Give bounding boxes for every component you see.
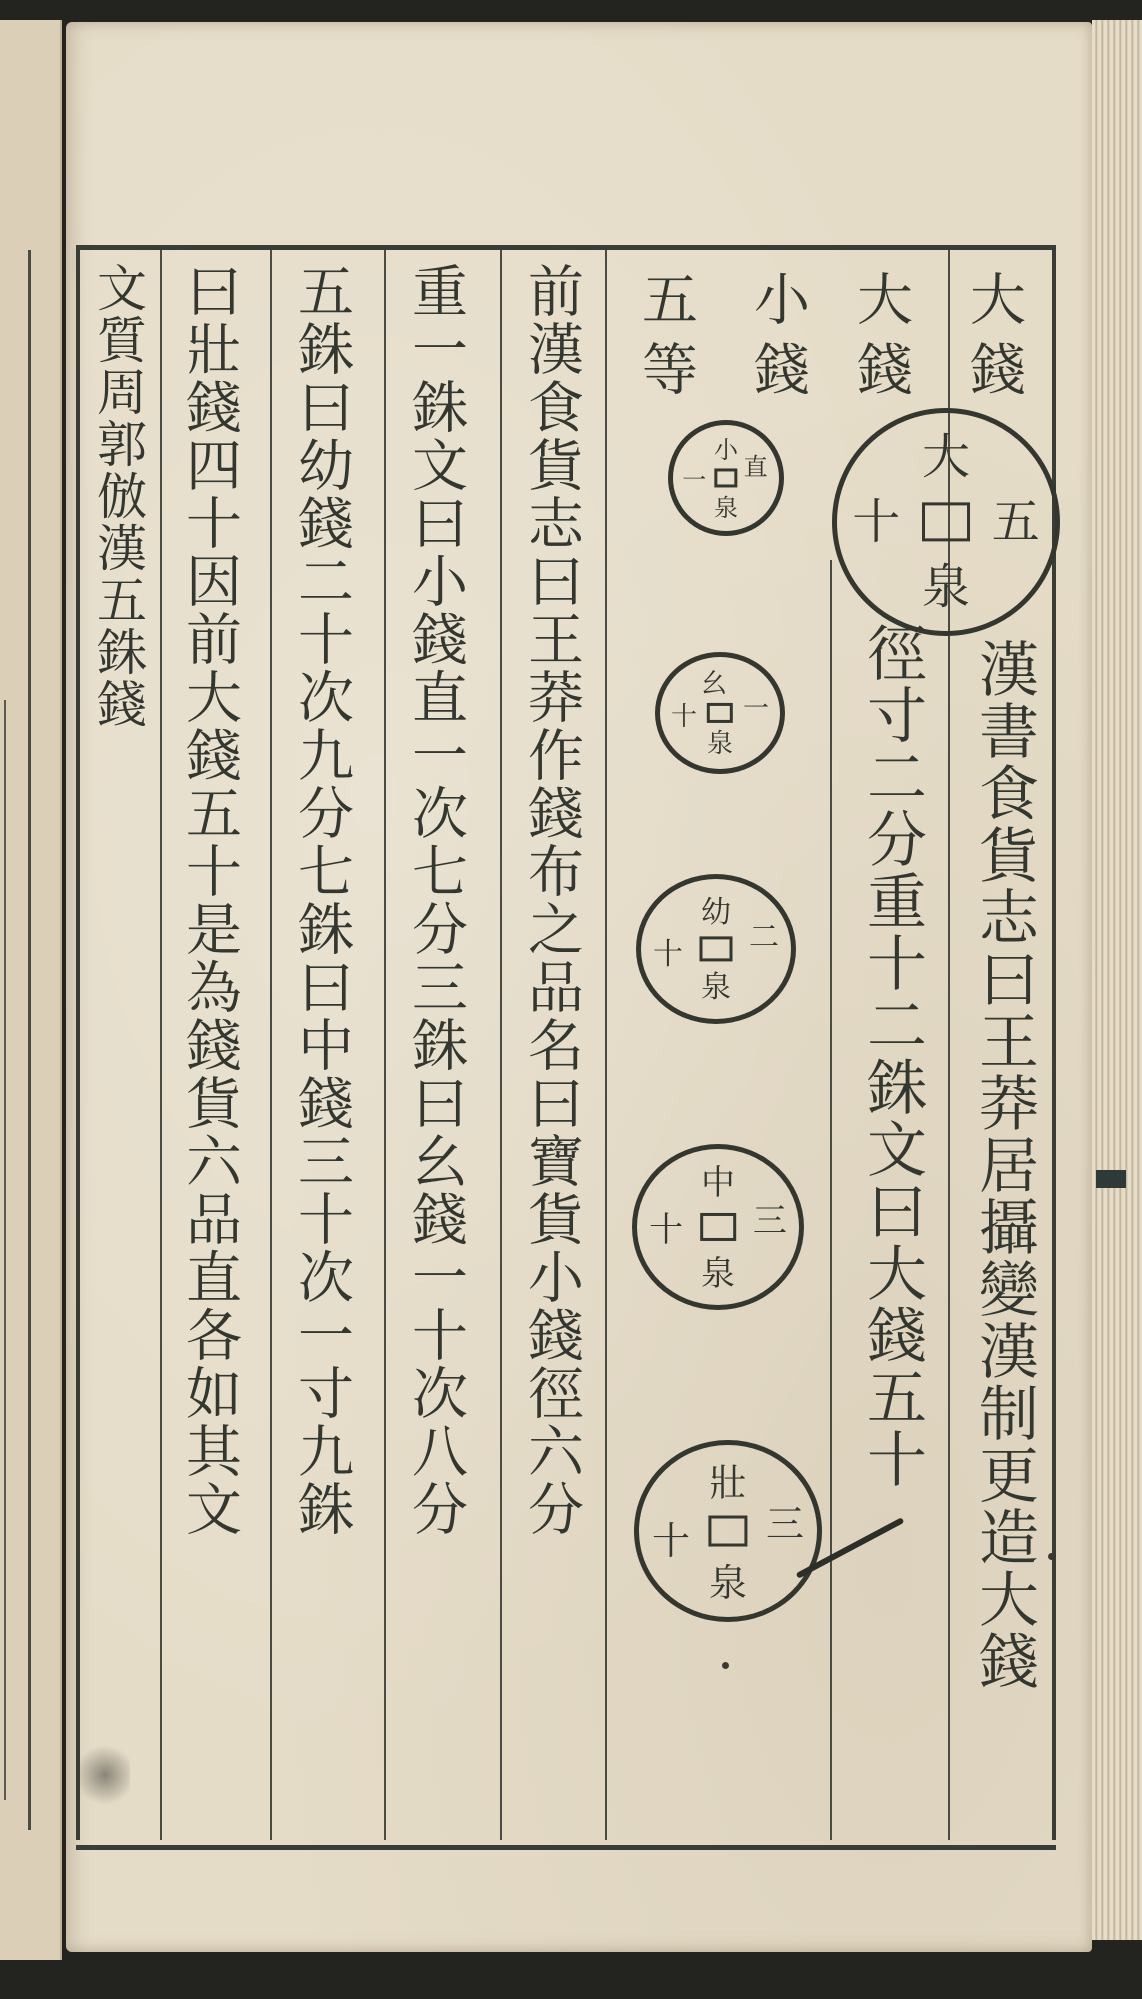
coin-hole — [700, 1213, 736, 1241]
coin-glyph-right: 三 — [765, 1502, 804, 1547]
text-column-5: 五銖曰幼錢二十次九分七銖曰中錢三十次一寸九銖 — [289, 262, 354, 1538]
coin-hole — [707, 703, 733, 723]
text-column-6: 曰壯錢四十因前大錢五十是為錢貨六品直各如其文 — [177, 262, 242, 1538]
heading-five-grades: 五等 — [633, 270, 698, 410]
coin-glyph-left: 十 — [649, 1210, 684, 1251]
coin-glyph-left: 十 — [653, 936, 683, 972]
coin-illustration-small-3 — [636, 874, 796, 1024]
coin-hole — [700, 936, 733, 961]
coin-glyph-bottom: 泉 — [701, 970, 731, 1006]
stacked-page-edges — [1092, 20, 1142, 1940]
text-column-7: 文質周郭倣漢五銖錢 — [89, 262, 147, 730]
heading-big-coin-repeat: 大錢 — [848, 270, 913, 410]
coin-glyph-right: 五 — [991, 494, 1040, 550]
column-rule — [160, 250, 162, 1840]
coin-hole — [708, 1516, 747, 1547]
coin-hole — [714, 468, 737, 487]
coin-illustration-small-2 — [655, 652, 785, 774]
coin-glyph-top: 幺 — [700, 668, 728, 699]
coin-glyph-top: 小 — [714, 436, 738, 465]
text-column-3: 前漢食貨志曰王莽作錢布之品名曰寶貨小錢徑六分 — [519, 262, 584, 1538]
coin-illustration-large — [832, 408, 1060, 636]
coin-glyph-right: 一 — [742, 693, 770, 724]
coin-glyph-bottom: 泉 — [921, 559, 971, 616]
column-rule — [384, 250, 386, 1840]
coin-illustration-small-5 — [634, 1440, 822, 1622]
column-rule — [76, 250, 80, 1840]
coin-glyph-left: 十 — [852, 494, 901, 550]
ink-smudge — [80, 1740, 130, 1810]
coin-illustration-small-1 — [668, 420, 784, 536]
column-rule — [270, 250, 272, 1840]
coin-glyph-right: 二 — [749, 919, 779, 955]
column-rule — [605, 250, 607, 1840]
coin-glyph-bottom: 泉 — [701, 1253, 735, 1294]
column-rule — [830, 560, 832, 1840]
heading-big-coin: 大錢 — [961, 270, 1026, 410]
ink-dot — [1048, 1553, 1055, 1560]
facing-page-edge — [0, 20, 62, 1960]
coin-glyph-bottom: 泉 — [714, 493, 738, 522]
edge-ink-mark — [1096, 1170, 1126, 1188]
coin-glyph-top: 幼 — [701, 894, 731, 930]
column-rule — [500, 250, 502, 1840]
coin-glyph-top: 大 — [921, 428, 971, 485]
coin-glyph-top: 壯 — [708, 1460, 748, 1505]
coin-glyph-top: 中 — [701, 1163, 735, 1204]
coin-glyph-bottom: 泉 — [708, 1560, 748, 1605]
ink-dot — [722, 1662, 729, 1669]
coin-glyph-right: 三 — [752, 1200, 787, 1241]
coin-illustration-small-4 — [632, 1144, 804, 1310]
text-column-4: 重一銖文曰小錢直一次七分三銖曰幺錢一十次八分 — [403, 262, 468, 1538]
coin-glyph-left: 一 — [682, 466, 707, 495]
text-column-2: 徑寸二分重十二銖文曰大錢五十 — [857, 622, 927, 1490]
heading-small-coin: 小錢 — [745, 270, 810, 410]
coin-glyph-left: 十 — [670, 702, 698, 733]
coin-glyph-bottom: 泉 — [706, 729, 734, 760]
text-column-1: 漢書食貨志曰王莽居攝變漢制更造大錢 — [969, 638, 1039, 1692]
facing-page-rule — [4, 700, 6, 1800]
facing-page-rule — [28, 250, 31, 1830]
coin-hole — [922, 502, 970, 541]
coin-glyph-right: 直 — [743, 453, 768, 482]
coin-glyph-left: 十 — [652, 1519, 691, 1564]
